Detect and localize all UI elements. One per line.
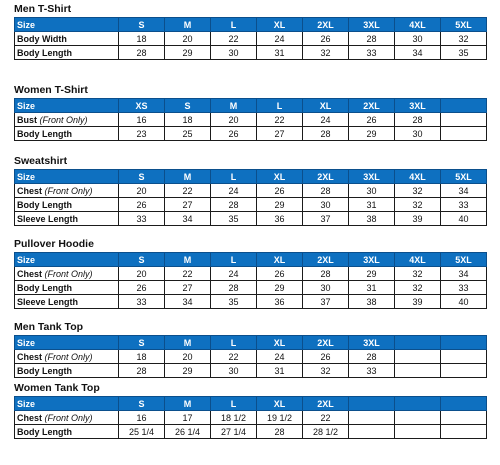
size-table — [14, 252, 487, 309]
measurement-value: 28 — [119, 46, 165, 60]
measurement-value — [441, 113, 487, 127]
size-header-cell: XL — [257, 253, 303, 267]
measurement-value: 16 — [119, 411, 165, 425]
section-title: Sweatshirt — [14, 155, 68, 167]
size-header-cell: 3XL — [349, 253, 395, 267]
measurement-value — [395, 364, 441, 378]
measurement-value: 28 — [303, 267, 349, 281]
size-header-cell: L — [211, 170, 257, 184]
measurement-value: 27 1/4 — [211, 425, 257, 439]
measurement-row — [15, 212, 487, 226]
measurement-value: 28 — [303, 184, 349, 198]
measurement-row — [15, 281, 487, 295]
measurement-label-cell — [15, 411, 119, 425]
measurement-note: (Front Only) — [44, 412, 93, 423]
measurement-row — [15, 364, 487, 378]
measurement-label: Sleeve Length — [17, 213, 79, 224]
measurement-value: 26 — [119, 198, 165, 212]
measurement-row — [15, 267, 487, 281]
size-header-cell: M — [165, 336, 211, 350]
section-title: Women Tank Top — [14, 382, 100, 394]
measurement-value: 28 — [303, 127, 349, 141]
size-header-cell: 3XL — [349, 170, 395, 184]
size-header-cell: L — [211, 18, 257, 32]
measurement-value: 28 — [211, 281, 257, 295]
measurement-value: 40 — [441, 295, 487, 309]
measurement-value — [395, 411, 441, 425]
measurement-value: 16 — [119, 113, 165, 127]
measurement-value: 30 — [395, 127, 441, 141]
size-header-cell: 2XL — [303, 397, 349, 411]
size-header-row — [15, 336, 487, 350]
size-header-cell — [395, 397, 441, 411]
size-header-cell: 4XL — [395, 253, 441, 267]
measurement-value — [441, 411, 487, 425]
measurement-value — [441, 127, 487, 141]
measurement-value: 22 — [257, 113, 303, 127]
size-chart-section — [14, 320, 486, 378]
measurement-value: 35 — [211, 295, 257, 309]
size-header-cell: M — [165, 170, 211, 184]
measurement-value: 23 — [119, 127, 165, 141]
measurement-label: Bust — [17, 114, 37, 125]
size-header-cell — [441, 99, 487, 113]
size-header-cell: M — [165, 397, 211, 411]
measurement-label-cell — [15, 184, 119, 198]
size-header-label: Size — [15, 99, 119, 113]
measurement-value: 30 — [395, 32, 441, 46]
measurement-label: Sleeve Length — [17, 296, 79, 307]
measurement-value: 34 — [165, 295, 211, 309]
measurement-value: 28 — [349, 32, 395, 46]
measurement-value: 20 — [119, 184, 165, 198]
measurement-value: 32 — [395, 267, 441, 281]
measurement-label: Body Length — [17, 282, 72, 293]
measurement-value: 19 1/2 — [257, 411, 303, 425]
size-header-cell: M — [165, 253, 211, 267]
measurement-value: 26 — [303, 350, 349, 364]
size-header-cell: S — [165, 99, 211, 113]
size-header-cell: XL — [303, 99, 349, 113]
measurement-value: 30 — [211, 364, 257, 378]
size-header-cell: 5XL — [441, 170, 487, 184]
size-header-cell: L — [257, 99, 303, 113]
size-header-cell — [395, 336, 441, 350]
measurement-value: 18 — [119, 350, 165, 364]
size-header-cell: 2XL — [303, 170, 349, 184]
size-header-cell: 2XL — [349, 99, 395, 113]
size-header-row — [15, 253, 487, 267]
measurement-label-cell — [15, 113, 119, 127]
size-chart-section — [14, 154, 486, 226]
measurement-value — [349, 411, 395, 425]
measurement-label-cell — [15, 295, 119, 309]
measurement-value: 31 — [257, 364, 303, 378]
size-header-cell: XL — [257, 336, 303, 350]
measurement-value — [441, 425, 487, 439]
measurement-row — [15, 46, 487, 60]
measurement-value — [349, 425, 395, 439]
measurement-note: (Front Only) — [39, 114, 88, 125]
measurement-label: Chest — [17, 351, 43, 362]
measurement-value: 28 1/2 — [303, 425, 349, 439]
size-header-cell — [441, 336, 487, 350]
size-header-cell: XL — [257, 397, 303, 411]
measurement-value: 25 — [165, 127, 211, 141]
measurement-value: 35 — [441, 46, 487, 60]
measurement-value: 29 — [349, 267, 395, 281]
size-header-row — [15, 170, 487, 184]
measurement-value: 25 1/4 — [119, 425, 165, 439]
measurement-row — [15, 184, 487, 198]
size-header-cell: 2XL — [303, 18, 349, 32]
measurement-value: 22 — [165, 184, 211, 198]
measurement-label-cell — [15, 46, 119, 60]
measurement-value: 30 — [303, 281, 349, 295]
size-header-cell: L — [211, 397, 257, 411]
measurement-value: 33 — [119, 212, 165, 226]
size-header-cell: 3XL — [349, 18, 395, 32]
measurement-row — [15, 113, 487, 127]
measurement-value: 22 — [211, 350, 257, 364]
measurement-label: Chest — [17, 412, 43, 423]
measurement-label: Body Length — [17, 47, 72, 58]
section-title: Pullover Hoodie — [14, 238, 94, 250]
measurement-value: 28 — [257, 425, 303, 439]
measurement-value: 24 — [211, 267, 257, 281]
measurement-value: 37 — [303, 212, 349, 226]
measurement-value: 40 — [441, 212, 487, 226]
measurement-value: 24 — [211, 184, 257, 198]
measurement-value: 33 — [349, 364, 395, 378]
measurement-value: 28 — [211, 198, 257, 212]
measurement-label-cell — [15, 281, 119, 295]
size-table — [14, 396, 487, 439]
measurement-note: (Front Only) — [44, 268, 93, 279]
measurement-label: Chest — [17, 185, 43, 196]
size-header-cell: L — [211, 253, 257, 267]
measurement-value — [441, 350, 487, 364]
size-header-cell: 3XL — [349, 336, 395, 350]
measurement-label-cell — [15, 425, 119, 439]
size-header-cell: 5XL — [441, 253, 487, 267]
measurement-value: 30 — [211, 46, 257, 60]
measurement-value: 31 — [349, 198, 395, 212]
measurement-value: 20 — [165, 32, 211, 46]
measurement-value: 28 — [395, 113, 441, 127]
measurement-value: 31 — [349, 281, 395, 295]
measurement-value — [441, 364, 487, 378]
measurement-value: 28 — [349, 350, 395, 364]
measurement-row — [15, 127, 487, 141]
size-header-label: Size — [15, 397, 119, 411]
measurement-value: 27 — [165, 281, 211, 295]
size-header-cell: S — [119, 170, 165, 184]
measurement-value: 35 — [211, 212, 257, 226]
measurement-label-cell — [15, 32, 119, 46]
measurement-label-cell — [15, 212, 119, 226]
measurement-value: 32 — [303, 46, 349, 60]
measurement-label-cell — [15, 350, 119, 364]
measurement-value: 34 — [441, 267, 487, 281]
measurement-value: 26 — [211, 127, 257, 141]
size-chart-section — [14, 237, 486, 309]
measurement-value: 33 — [119, 295, 165, 309]
measurement-value: 34 — [441, 184, 487, 198]
measurement-value: 30 — [303, 198, 349, 212]
size-header-cell: S — [119, 18, 165, 32]
measurement-value: 22 — [303, 411, 349, 425]
measurement-label: Body Length — [17, 365, 72, 376]
size-header-cell: 4XL — [395, 18, 441, 32]
size-header-row — [15, 99, 487, 113]
size-header-cell: XL — [257, 170, 303, 184]
measurement-value: 38 — [349, 295, 395, 309]
size-header-cell: M — [165, 18, 211, 32]
measurement-value: 29 — [257, 198, 303, 212]
size-header-row — [15, 18, 487, 32]
measurement-value: 29 — [165, 46, 211, 60]
size-header-cell: XS — [119, 99, 165, 113]
measurement-value: 28 — [119, 364, 165, 378]
measurement-label-cell — [15, 198, 119, 212]
measurement-value: 33 — [441, 281, 487, 295]
section-title: Men T-Shirt — [14, 3, 72, 15]
measurement-value: 32 — [395, 184, 441, 198]
measurement-value: 39 — [395, 295, 441, 309]
measurement-value: 29 — [349, 127, 395, 141]
measurement-value: 32 — [395, 198, 441, 212]
measurement-value: 24 — [303, 113, 349, 127]
size-table — [14, 17, 487, 60]
measurement-value: 24 — [257, 350, 303, 364]
measurement-value: 20 — [211, 113, 257, 127]
measurement-label: Chest — [17, 268, 43, 279]
measurement-label-cell — [15, 267, 119, 281]
measurement-value: 34 — [395, 46, 441, 60]
measurement-value: 18 1/2 — [211, 411, 257, 425]
size-header-cell: S — [119, 253, 165, 267]
size-header-cell: 2XL — [303, 336, 349, 350]
measurement-row — [15, 295, 487, 309]
measurement-value: 26 — [119, 281, 165, 295]
measurement-row — [15, 32, 487, 46]
measurement-value: 38 — [349, 212, 395, 226]
measurement-value: 26 — [303, 32, 349, 46]
size-chart-section — [14, 83, 486, 141]
size-table — [14, 335, 487, 378]
measurement-value: 20 — [119, 267, 165, 281]
size-header-cell: 3XL — [395, 99, 441, 113]
size-header-label: Size — [15, 170, 119, 184]
size-header-cell: 4XL — [395, 170, 441, 184]
measurement-row — [15, 425, 487, 439]
measurement-value — [395, 350, 441, 364]
measurement-value: 26 — [257, 267, 303, 281]
size-header-cell: S — [119, 397, 165, 411]
size-header-cell — [349, 397, 395, 411]
measurement-value: 17 — [165, 411, 211, 425]
measurement-value: 30 — [349, 184, 395, 198]
section-title: Men Tank Top — [14, 321, 84, 333]
size-chart-section — [14, 381, 486, 439]
measurement-value: 36 — [257, 295, 303, 309]
measurement-label: Body Length — [17, 199, 72, 210]
measurement-note: (Front Only) — [44, 351, 93, 362]
measurement-value: 26 — [257, 184, 303, 198]
measurement-value: 24 — [257, 32, 303, 46]
measurement-value: 26 1/4 — [165, 425, 211, 439]
measurement-value: 37 — [303, 295, 349, 309]
measurement-value: 32 — [441, 32, 487, 46]
measurement-value — [395, 425, 441, 439]
size-header-cell: M — [211, 99, 257, 113]
size-header-cell: S — [119, 336, 165, 350]
size-header-cell: XL — [257, 18, 303, 32]
size-table — [14, 98, 487, 141]
measurement-label: Body Length — [17, 128, 72, 139]
measurement-label-cell — [15, 127, 119, 141]
measurement-value: 39 — [395, 212, 441, 226]
size-header-row — [15, 397, 487, 411]
measurement-label-cell — [15, 364, 119, 378]
measurement-value: 27 — [257, 127, 303, 141]
measurement-value: 36 — [257, 212, 303, 226]
measurement-value: 31 — [257, 46, 303, 60]
measurement-value: 18 — [119, 32, 165, 46]
measurement-row — [15, 411, 487, 425]
measurement-note: (Front Only) — [44, 185, 93, 196]
measurement-value: 33 — [441, 198, 487, 212]
measurement-label: Body Width — [17, 33, 67, 44]
size-header-cell — [441, 397, 487, 411]
size-chart-section — [14, 2, 486, 60]
size-header-cell: L — [211, 336, 257, 350]
measurement-value: 22 — [165, 267, 211, 281]
measurement-value: 22 — [211, 32, 257, 46]
measurement-value: 29 — [257, 281, 303, 295]
size-header-cell: 5XL — [441, 18, 487, 32]
measurement-value: 26 — [349, 113, 395, 127]
measurement-row — [15, 350, 487, 364]
measurement-label: Body Length — [17, 426, 72, 437]
measurement-row — [15, 198, 487, 212]
size-table — [14, 169, 487, 226]
measurement-value: 27 — [165, 198, 211, 212]
size-header-label: Size — [15, 253, 119, 267]
section-title: Women T-Shirt — [14, 84, 88, 96]
measurement-value: 29 — [165, 364, 211, 378]
measurement-value: 34 — [165, 212, 211, 226]
size-header-label: Size — [15, 336, 119, 350]
measurement-value: 18 — [165, 113, 211, 127]
size-header-cell: 2XL — [303, 253, 349, 267]
size-header-label: Size — [15, 18, 119, 32]
measurement-value: 20 — [165, 350, 211, 364]
measurement-value: 32 — [303, 364, 349, 378]
measurement-value: 33 — [349, 46, 395, 60]
measurement-value: 32 — [395, 281, 441, 295]
